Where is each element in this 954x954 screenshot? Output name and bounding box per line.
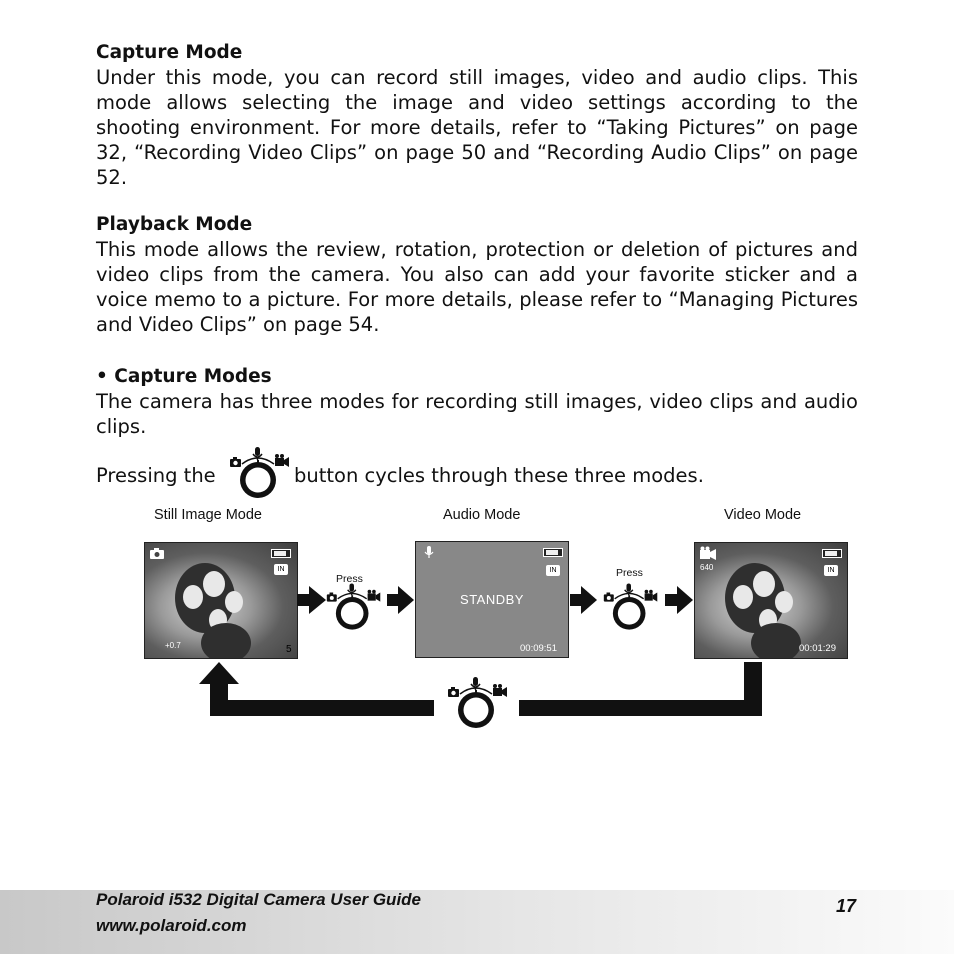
playback-mode-heading: Playback Mode [96,214,253,235]
audio-mode-label: Audio Mode [443,507,521,523]
pressing-before: Pressing the [96,464,216,487]
audio-remaining-time: 00:09:51 [520,643,557,654]
capture-mode-body: Under this mode, you can record still images, video and audio clips. This mode allows selecting the image and video settings according to the shooting environment. For more details, refer to “Taking Pictures” on page 32, “Recording Video Clips” on page 50 and “Recording Audio Clips” on page 52. [96,66,858,189]
standby-status: STANDBY [460,592,524,607]
shot-count: 5 [286,644,292,655]
internal-memory-icon: IN [274,564,288,575]
capture-mode-heading: Capture Mode [96,42,243,63]
footer-url: www.polaroid.com [96,916,247,935]
internal-memory-icon: IN [546,565,560,576]
page-footer [0,890,954,954]
still-image-mode-label: Still Image Mode [154,507,262,523]
video-remaining-time: 00:01:29 [799,643,836,654]
arrow-up-icon [199,662,239,684]
capture-modes-title: Capture Modes [114,366,272,387]
page-number: 17 [836,896,857,916]
video-mode-label: Video Mode [724,507,802,523]
press-label-2: Press [616,567,643,579]
internal-memory-icon: IN [824,565,838,576]
arrow-right-icon [570,586,597,614]
playback-mode-body: This mode allows the review, rotation, protection or deletion of pictures and video clips from the camera. You also can add your favorite sticker and a voice memo to a picture. For more details, please refer to “Managing Pictures and Video Clips” on page 54. [96,238,858,336]
press-label-1: Press [336,573,363,585]
video-resolution: 640 [700,563,714,572]
arrow-right-icon [387,586,414,614]
arrow-right-icon [297,586,326,614]
mode-button-icon [446,676,510,730]
pressing-after: button cycles through these three modes. [294,464,704,487]
capture-modes-body: The camera has three modes for recording still images, video clips and audio clips. [96,390,858,438]
arrow-right-icon [665,586,693,614]
bullet: • [96,366,108,387]
footer-title: Polaroid i532 Digital Camera User Guide [96,890,422,909]
ev-value: +0.7 [165,641,181,650]
